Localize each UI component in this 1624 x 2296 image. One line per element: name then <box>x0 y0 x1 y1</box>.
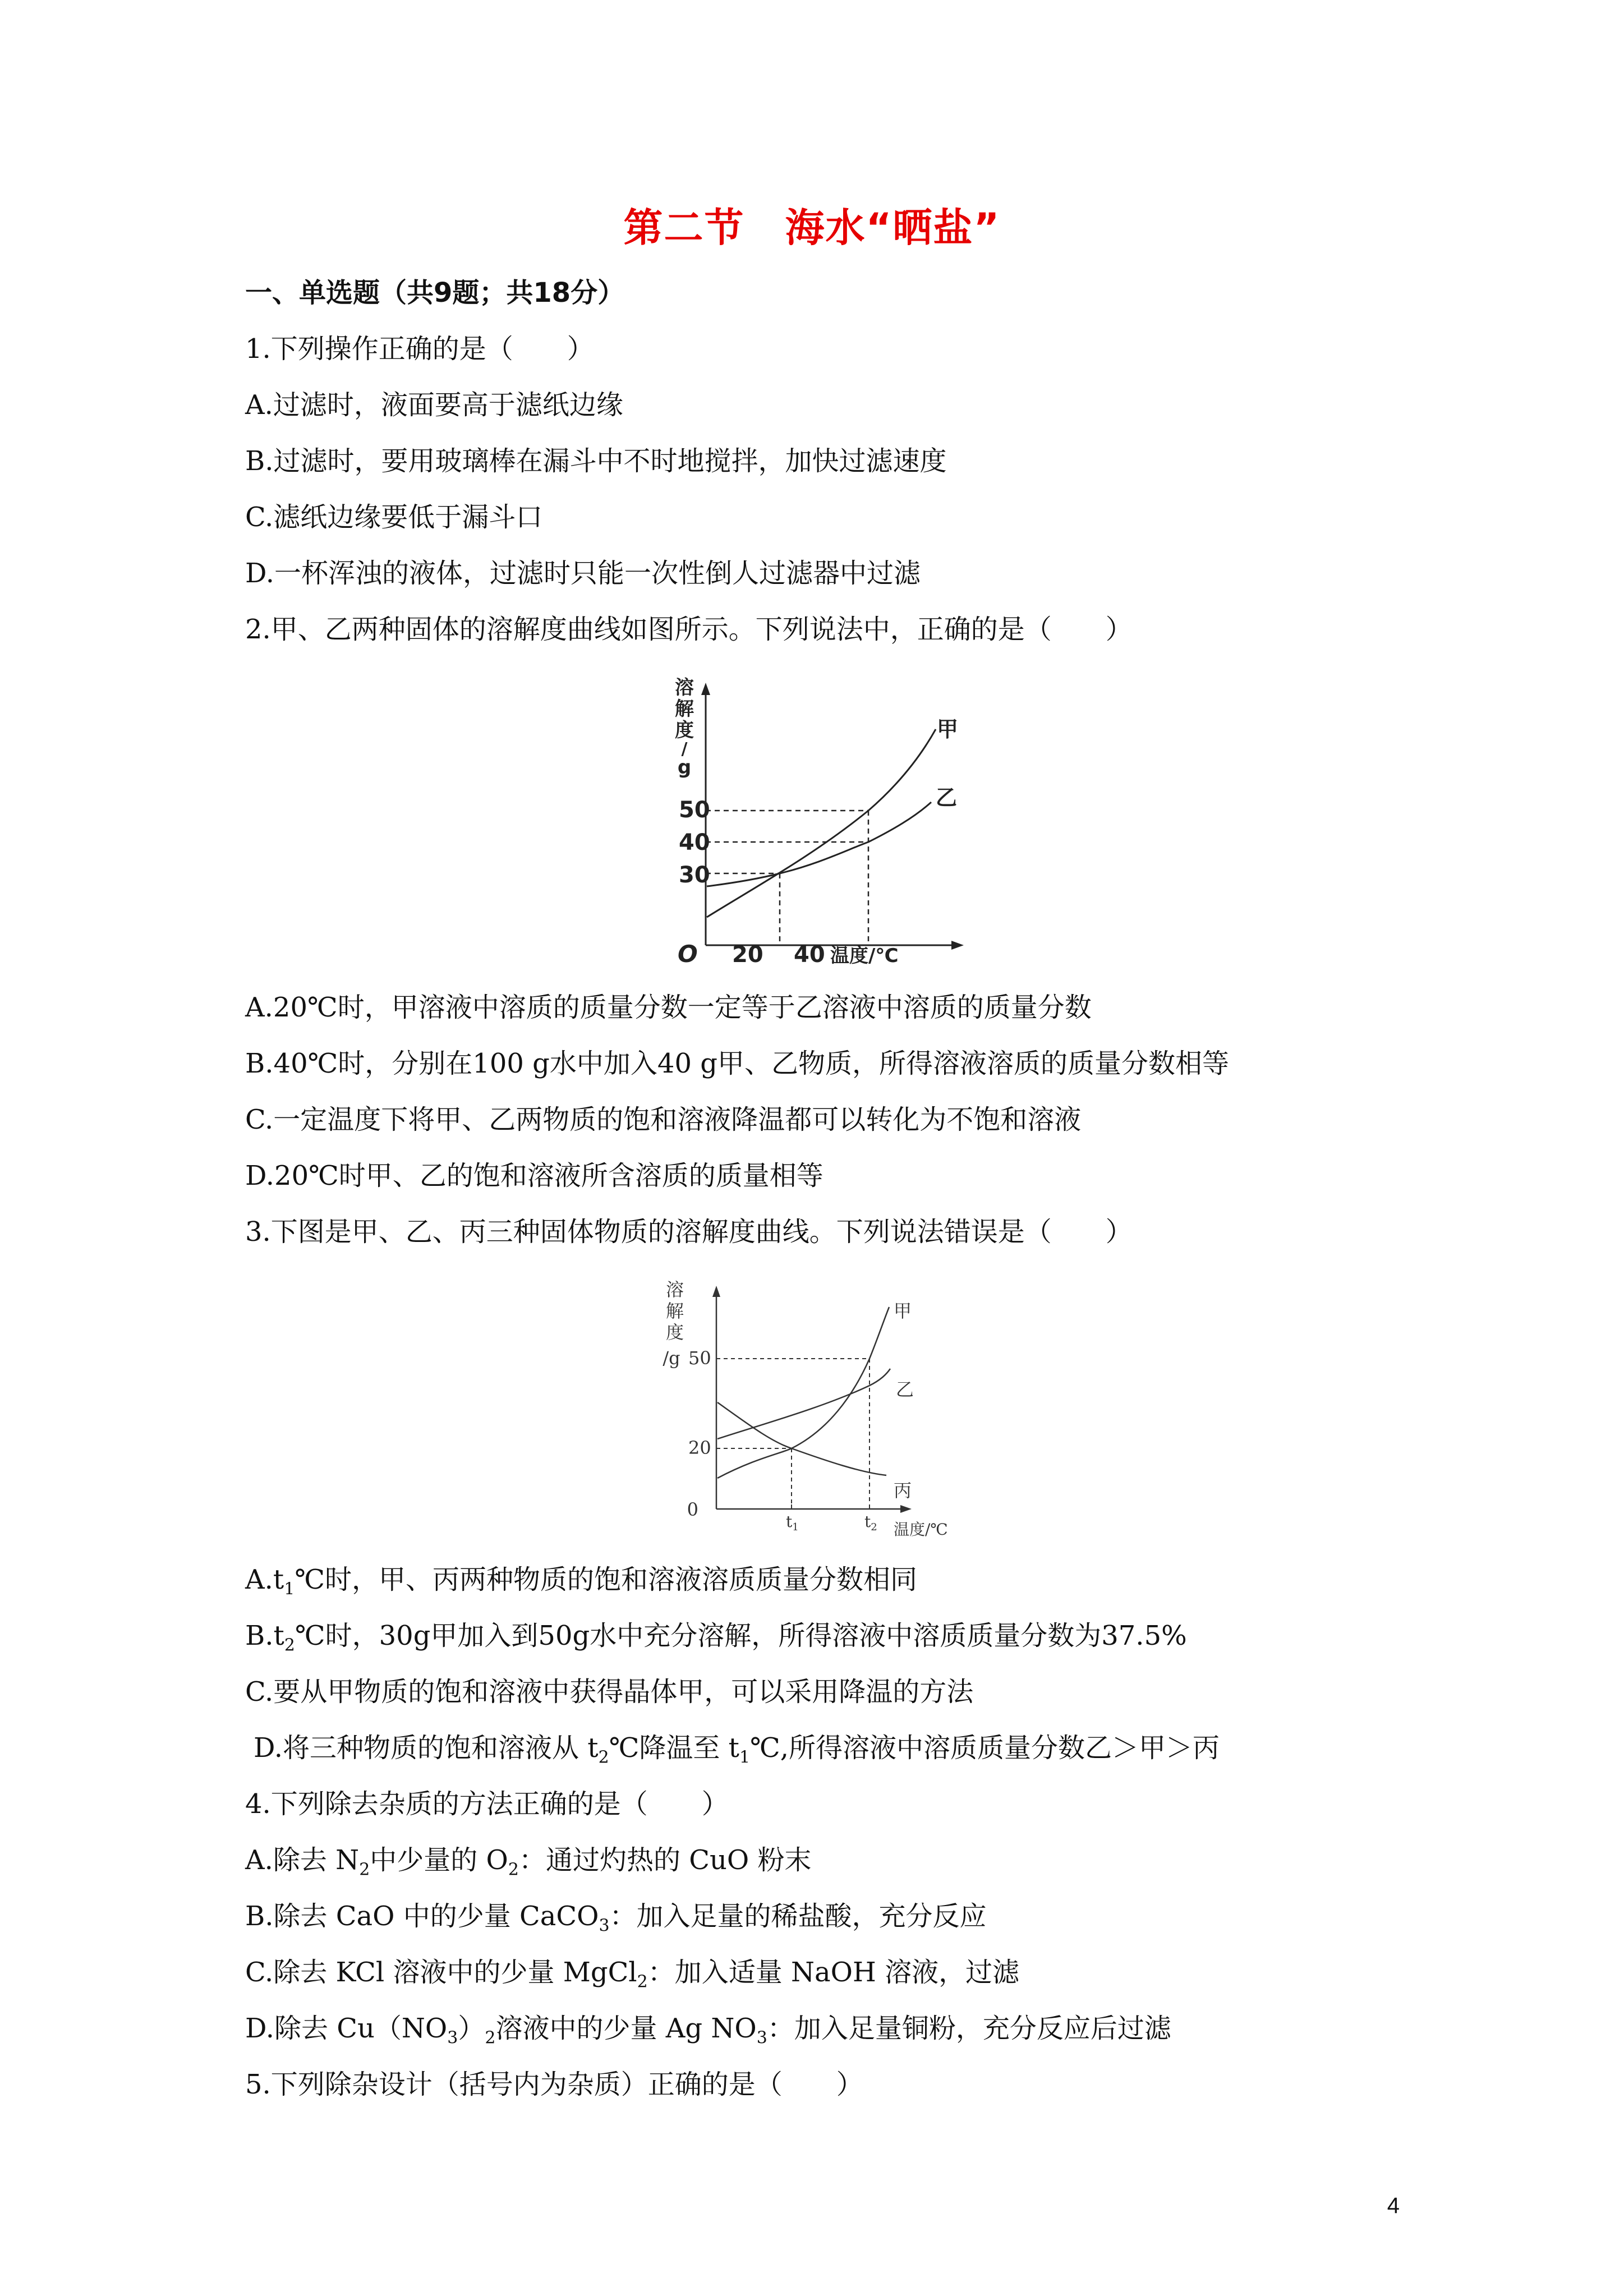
q2-ylabel-char: 溶 <box>675 677 694 699</box>
q3-ylabel-char: 溶 <box>665 1279 684 1300</box>
q3-option-a: $A.t_1℃$时，甲、丙两种物质的饱和溶液溶质质量分数相同 <box>245 1564 918 1599</box>
q2-ylabel-char: 解 <box>675 698 694 720</box>
q1-option-a: A.过滤时，液面要高于滤纸边缘 <box>245 389 623 421</box>
q2-ytick-label: 30 <box>679 862 710 888</box>
q2-option-c: C.一定温度下将甲、乙两物质的饱和溶液降温都可以转化为不饱和溶液 <box>245 1104 1082 1135</box>
q1-option-b: B.过滤时，要用玻璃棒在漏斗中不时地搅拌，加快过滤速度 <box>245 445 947 477</box>
q1-option-d: D.一杯浑浊的液体，过滤时只能一次性倒人过滤器中过滤 <box>245 558 921 589</box>
q2-stem: 2.甲、乙两种固体的溶解度曲线如图所示。下列说法中，正确的是（ ） <box>245 614 1133 645</box>
page-number: 4 <box>1387 2193 1400 2218</box>
q4-option-d: D.除去 $Cu(NO_3)_2$溶液中的少量 Ag $NO_3$：加入足量铜粉，充分反应后过滤 <box>245 2013 1171 2048</box>
q3-solubility-figure <box>659 1273 973 1554</box>
section-heading: 一、单选题（共9题；共18分） <box>245 277 625 309</box>
q3-option-b: $B.t_2℃$时，30g甲加入到50g水中充分溶解，所得溶液中溶质质量分数为37.5% <box>245 1620 1187 1655</box>
q3-ytick-label: 50 <box>688 1347 711 1369</box>
q2-ylabel-char: 度 <box>675 719 694 742</box>
q2-solubility-figure <box>668 670 982 982</box>
q2-origin-label: O <box>678 940 698 968</box>
q4-option-a: A.除去 $N_2$中少量的 $O_2$：通过灼热的 CuO 粉末 <box>245 1844 812 1880</box>
q3-ytick-label: 20 <box>688 1437 711 1458</box>
q3-xtick-label: $t_2$ <box>864 1512 877 1533</box>
q2-ylabel-char: g <box>677 756 692 779</box>
q2-curve-yi <box>707 802 931 886</box>
page-title: 第二节 海水“晒盐” <box>623 205 1001 251</box>
q3-curve-yi <box>717 1369 890 1439</box>
q4-option-c: C.除去 KCl 溶液中的少量 MgCl$_2$：加入适量 NaOH 溶液，过滤 <box>245 1957 1020 1992</box>
q3-ylabel-char: 解 <box>665 1300 684 1322</box>
q2-option-d: D.20℃时甲、乙的饱和溶液所含溶质的质量相等 <box>245 1160 823 1191</box>
q3-series-label-yi: 乙 <box>896 1379 914 1400</box>
q2-xtick-label: 40 <box>794 942 825 968</box>
q3-origin-label: 0 <box>687 1499 698 1520</box>
q2-series-label-jia: 甲 <box>937 717 959 742</box>
q3-option-c: C.要从甲物质的饱和溶液中获得晶体甲，可以采用降温的方法 <box>245 1676 974 1708</box>
q5-stem: 5.下列除杂设计（括号内为杂质）正确的是（ ） <box>245 2069 863 2100</box>
q2-xtick-label: 20 <box>732 942 763 968</box>
q3-stem: 3.下图是甲、乙、丙三种固体物质的溶解度曲线。下列说法错误是（ ） <box>245 1216 1133 1248</box>
q3-series-label-bing: 丙 <box>894 1480 912 1501</box>
q4-option-b: B.除去 CaO 中的少量 CaCO$_3$：加入足量的稀盐酸，充分反应 <box>245 1901 987 1936</box>
q4-stem: 4.下列除去杂质的方法正确的是（ ） <box>245 1788 729 1820</box>
q1-stem: 1.下列操作正确的是（ ） <box>245 333 594 365</box>
q2-ytick-label: 40 <box>679 830 710 855</box>
q3-ylabel-char: 度 <box>665 1322 684 1343</box>
q3-ylabel-char: /g <box>663 1347 680 1369</box>
q2-xlabel: 温度/℃ <box>830 945 899 967</box>
q3-xtick-label: $t_1$ <box>786 1512 799 1533</box>
q2-option-b: B.40℃时，分别在100 g水中加入40 g甲、乙物质，所得溶液溶质的质量分数相等 <box>245 1048 1229 1079</box>
q3-option-d: D.将三种物质的饱和溶液从 $t_2℃$降温至 $t_1℃$,所得溶液中溶质质量分数乙＞甲＞丙 <box>254 1732 1220 1768</box>
q2-ylabel-char: / <box>681 739 688 759</box>
q2-series-label-yi: 乙 <box>936 785 958 810</box>
q2-option-a: A.20℃时，甲溶液中溶质的质量分数一定等于乙溶液中溶质的质量分数 <box>245 992 1092 1023</box>
q3-xlabel: 温度/℃ <box>894 1520 948 1539</box>
q2-ytick-label: 50 <box>679 797 710 823</box>
q3-curve-bing <box>717 1402 886 1475</box>
q3-series-label-jia: 甲 <box>894 1300 912 1322</box>
q1-option-c: C.滤纸边缘要低于漏斗口 <box>245 501 543 533</box>
